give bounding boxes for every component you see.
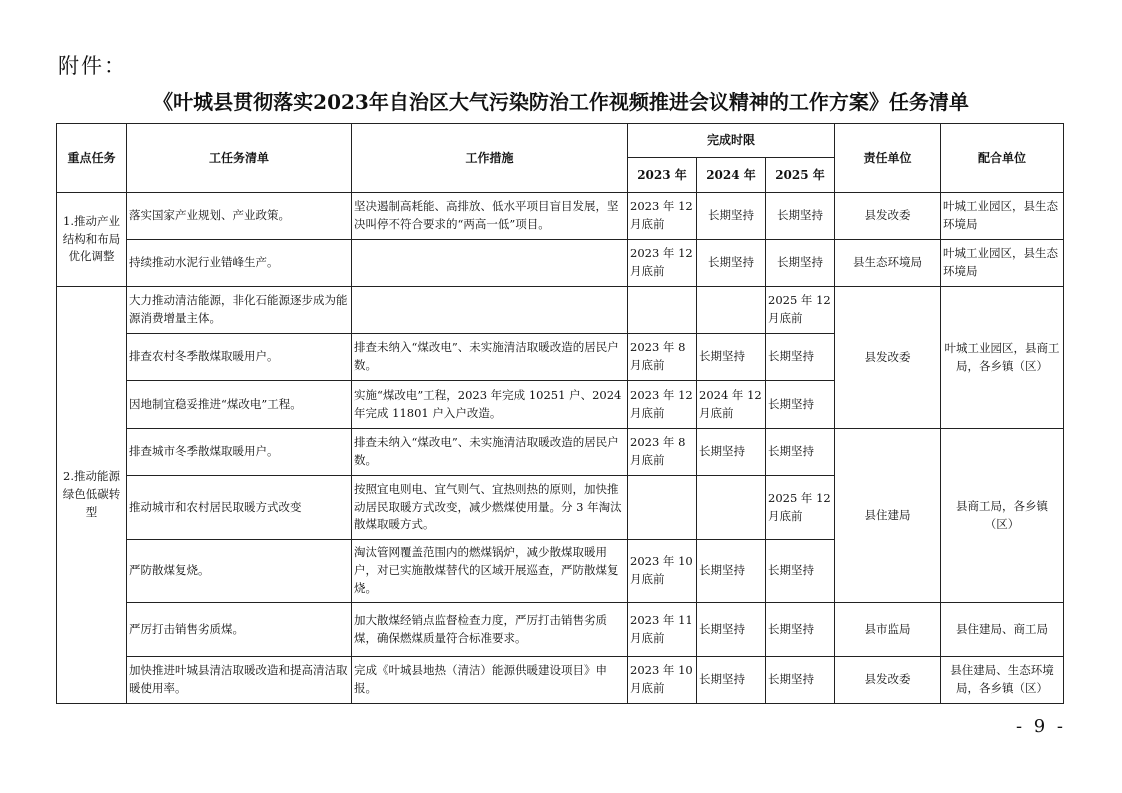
header-year-2025: 2025 年 <box>766 158 835 193</box>
deadline-2025-cell: 长期坚持 <box>766 334 835 381</box>
cooperating-cell: 叶城工业园区，县生态环境局 <box>941 240 1064 287</box>
header-year-2023: 2023 年 <box>628 158 697 193</box>
deadline-2023-cell <box>628 476 697 540</box>
deadline-2025-cell: 长期坚持 <box>766 657 835 704</box>
task-cell: 严防散煤复烧。 <box>127 540 352 603</box>
responsible-cell: 县发改委 <box>835 193 941 240</box>
deadline-2025-cell: 长期坚持 <box>766 240 835 287</box>
document-title: 《叶城县贯彻落实2023年自治区大气污染防治工作视频推进会议精神的工作方案》任务清单 <box>153 90 969 114</box>
deadline-2023-cell <box>628 287 697 334</box>
table-row <box>57 287 1064 334</box>
deadline-2024-cell: 长期坚持 <box>697 429 766 476</box>
measure-cell: 实施“煤改电”工程，2023 年完成 10251 户、2024 年完成 11801 户入户改造。 <box>352 381 628 429</box>
key-task-cell: 2.推动能源绿色低碳转型 <box>57 287 127 704</box>
key-task-cell: 1.推动产业结构和布局优化调整 <box>57 193 127 287</box>
deadline-2024-cell: 长期坚持 <box>697 334 766 381</box>
deadline-2024-cell: 长期坚持 <box>697 603 766 657</box>
responsible-cell: 县住建局 <box>835 429 941 603</box>
header-key-task: 重点任务 <box>57 124 127 193</box>
measure-cell: 加大散煤经销点监督检查力度，严厉打击销售劣质煤，确保燃煤质量符合标准要求。 <box>352 603 628 657</box>
deadline-2024-cell: 长期坚持 <box>697 193 766 240</box>
measure-cell <box>352 240 628 287</box>
deadline-2025-cell: 长期坚持 <box>766 381 835 429</box>
deadline-2024-cell: 长期坚持 <box>697 540 766 603</box>
attachment-label: 附件： <box>58 54 127 78</box>
header-measures: 工作措施 <box>352 124 628 193</box>
task-table <box>56 123 1064 704</box>
measure-cell: 坚决遏制高耗能、高排放、低水平项目盲目发展，坚决叫停不符合要求的“两高一低”项目。 <box>352 193 628 240</box>
task-cell: 因地制宜稳妥推进“煤改电”工程。 <box>127 381 352 429</box>
header-responsible: 责任单位 <box>835 124 941 193</box>
cooperating-cell: 县住建局、商工局 <box>941 603 1064 657</box>
header-task-list: 工任务清单 <box>127 124 352 193</box>
deadline-2024-cell: 2024 年 12 月底前 <box>697 381 766 429</box>
deadline-2023-cell: 2023 年 8 月底前 <box>628 429 697 476</box>
measure-cell: 排查未纳入“煤改电”、未实施清洁取暖改造的居民户数。 <box>352 429 628 476</box>
responsible-cell: 县生态环境局 <box>835 240 941 287</box>
deadline-2023-cell: 2023 年 11 月底前 <box>628 603 697 657</box>
task-cell: 排查城市冬季散煤取暖用户。 <box>127 429 352 476</box>
header-cooperating: 配合单位 <box>941 124 1064 193</box>
responsible-cell: 县市监局 <box>835 603 941 657</box>
deadline-2023-cell: 2023 年 10 月底前 <box>628 540 697 603</box>
deadline-2023-cell: 2023 年 12 月底前 <box>628 381 697 429</box>
deadline-2024-cell: 长期坚持 <box>697 657 766 704</box>
cooperating-cell: 叶城工业园区，县生态环境局 <box>941 193 1064 240</box>
table-row <box>57 603 1064 657</box>
task-cell: 大力推动清洁能源，非化石能源逐步成为能源消费增量主体。 <box>127 287 352 334</box>
measure-cell: 按照宜电则电、宜气则气、宜热则热的原则，加快推动居民取暖方式改变，减少燃煤使用量。分 3 年淘汰散煤取暖方式。 <box>352 476 628 540</box>
task-cell: 持续推动水泥行业错峰生产。 <box>127 240 352 287</box>
measure-cell: 完成《叶城县地热（清洁）能源供暖建设项目》申报。 <box>352 657 628 704</box>
deadline-2025-cell: 2025 年 12 月底前 <box>766 287 835 334</box>
measure-cell: 淘汰管网覆盖范围内的燃煤锅炉，减少散煤取暖用户，对已实施散煤替代的区域开展巡查，严防散煤复烧。 <box>352 540 628 603</box>
table-row <box>57 657 1064 704</box>
task-cell: 严厉打击销售劣质煤。 <box>127 603 352 657</box>
task-cell: 落实国家产业规划、产业政策。 <box>127 193 352 240</box>
page-number: - 9 - <box>1015 716 1066 737</box>
deadline-2024-cell <box>697 287 766 334</box>
deadline-2025-cell: 长期坚持 <box>766 429 835 476</box>
deadline-2023-cell: 2023 年 12 月底前 <box>628 240 697 287</box>
deadline-2025-cell: 长期坚持 <box>766 193 835 240</box>
cooperating-cell: 县住建局、生态环境局，各乡镇（区） <box>941 657 1064 704</box>
task-cell: 排查农村冬季散煤取暖用户。 <box>127 334 352 381</box>
deadline-2024-cell <box>697 476 766 540</box>
deadline-2023-cell: 2023 年 12 月底前 <box>628 193 697 240</box>
cooperating-cell: 县商工局，各乡镇（区） <box>941 429 1064 603</box>
responsible-cell: 县发改委 <box>835 657 941 704</box>
deadline-2025-cell: 长期坚持 <box>766 540 835 603</box>
deadline-2023-cell: 2023 年 10 月底前 <box>628 657 697 704</box>
measure-cell <box>352 287 628 334</box>
header-deadline: 完成时限 <box>628 124 835 158</box>
task-cell: 加快推进叶城县清洁取暖改造和提高清洁取暖使用率。 <box>127 657 352 704</box>
deadline-2024-cell: 长期坚持 <box>697 240 766 287</box>
deadline-2025-cell: 长期坚持 <box>766 603 835 657</box>
header-year-2024: 2024 年 <box>697 158 766 193</box>
task-cell: 推动城市和农村居民取暖方式改变 <box>127 476 352 540</box>
table-row <box>57 429 1064 476</box>
deadline-2025-cell: 2025 年 12 月底前 <box>766 476 835 540</box>
deadline-2023-cell: 2023 年 8 月底前 <box>628 334 697 381</box>
cooperating-cell: 叶城工业园区，县商工局，各乡镇（区） <box>941 287 1064 429</box>
table-row <box>57 240 1064 287</box>
responsible-cell: 县发改委 <box>835 287 941 429</box>
measure-cell: 排查未纳入“煤改电”、未实施清洁取暖改造的居民户数。 <box>352 334 628 381</box>
table-row <box>57 193 1064 240</box>
